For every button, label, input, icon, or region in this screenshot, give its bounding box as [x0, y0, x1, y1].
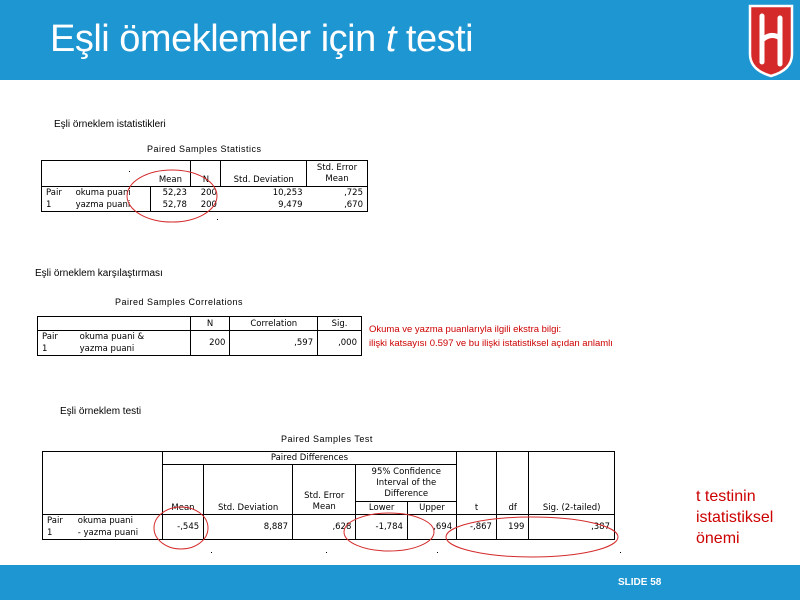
- header-sd: Std. Deviation: [221, 161, 307, 187]
- stray-dot: [326, 552, 327, 553]
- correlation-note: [369, 323, 613, 351]
- var2: - yazma puani: [74, 527, 163, 540]
- row1-se: ,725: [307, 187, 368, 200]
- note-line1: Okuma ve yazma puanlarıyla ilgili ekstra bilgi:: [369, 324, 562, 335]
- row2-var: yazma puani: [72, 199, 151, 212]
- header-sd: Std. Deviation: [204, 465, 293, 515]
- header-se: Std. Error Mean: [307, 161, 368, 187]
- note-line2: ilişki katsayısı 0.597 ve bu ilişki istatistiksel açıdan anlamlı: [369, 338, 613, 349]
- row1-n: 200: [191, 187, 221, 200]
- diff-mean: -,545: [162, 515, 203, 540]
- sig-value: ,387: [529, 515, 615, 540]
- row1-mean: 52,23: [150, 187, 191, 200]
- header-correlation: Correlation: [230, 317, 318, 331]
- t-significance-note: [696, 486, 773, 549]
- row2-se: ,670: [307, 199, 368, 212]
- header-n: N: [191, 161, 221, 187]
- var1: okuma puani &: [76, 331, 191, 344]
- stray-dot: [129, 171, 130, 172]
- pair-label: Pair: [38, 331, 76, 344]
- paired-samples-test-table: [42, 451, 615, 540]
- row2-mean: 52,78: [150, 199, 191, 212]
- title-bar: [0, 0, 800, 80]
- header-upper: Upper: [407, 502, 456, 515]
- paired-samples-correlations-table: [37, 316, 362, 356]
- stray-dot: [437, 552, 438, 553]
- var2: yazma puani: [76, 343, 191, 356]
- header-mean: Mean: [162, 465, 203, 515]
- section3-caption: Eşli örneklem testi: [60, 406, 142, 417]
- university-logo-icon: [745, 2, 797, 78]
- df-value: 199: [496, 515, 528, 540]
- ci-upper: ,694: [407, 515, 456, 540]
- pair-num: 1: [43, 527, 74, 540]
- header-mean: Mean: [150, 161, 191, 187]
- side-note-line3: önemi: [696, 530, 740, 547]
- header-n: N: [190, 317, 230, 331]
- diff-se: ,628: [293, 515, 356, 540]
- section1-table-title: Paired Samples Statistics: [147, 144, 262, 154]
- section3-table-title: Paired Samples Test: [281, 434, 373, 444]
- side-note-line1: t testinin: [696, 488, 756, 505]
- header-ci: 95% Confidence Interval of the Difference: [356, 465, 457, 502]
- header-t: t: [457, 452, 497, 515]
- slide-title: Eşli ömeklemler için t testi: [50, 18, 474, 60]
- corner-cell: [38, 317, 191, 331]
- pair-num: 1: [38, 343, 76, 356]
- row2-sd: 9,479: [221, 199, 307, 212]
- ci-lower: -1,784: [356, 515, 408, 540]
- header-se: Std. Error Mean: [293, 465, 356, 515]
- t-value: -,867: [457, 515, 497, 540]
- header-df: df: [496, 452, 528, 515]
- header-paired-differences: Paired Differences: [162, 452, 456, 465]
- stray-dot: [211, 552, 212, 553]
- section2-caption: Eşli örneklem karşılaştırması: [35, 268, 163, 279]
- row1-sd: 10,253: [221, 187, 307, 200]
- corr-value: ,597: [230, 331, 318, 356]
- row2-n: 200: [191, 199, 221, 212]
- row1-var: okuma puani: [72, 187, 151, 200]
- header-sig: Sig.: [318, 317, 362, 331]
- corr-sig: ,000: [318, 331, 362, 356]
- section1-caption: Eşli örneklem istatistikleri: [54, 119, 166, 130]
- footer-bar: [0, 565, 800, 600]
- corner-cell: [42, 161, 151, 187]
- header-lower: Lower: [356, 502, 408, 515]
- diff-sd: 8,887: [204, 515, 293, 540]
- stray-dot: [620, 552, 621, 553]
- pair-num: 1: [42, 199, 72, 212]
- corner-cell: [43, 452, 163, 515]
- section2-table-title: Paired Samples Correlations: [115, 297, 244, 307]
- paired-samples-statistics-table: [41, 160, 368, 212]
- slide-number: SLIDE 58: [618, 577, 662, 588]
- side-note-line2: istatistiksel: [696, 509, 774, 526]
- pair-label: Pair: [42, 187, 72, 200]
- header-sig-2tailed: Sig. (2-tailed): [529, 452, 615, 515]
- corr-n: 200: [190, 331, 230, 356]
- var1: okuma puani: [74, 515, 163, 528]
- stray-dot: [217, 219, 218, 220]
- pair-label: Pair: [43, 515, 74, 528]
